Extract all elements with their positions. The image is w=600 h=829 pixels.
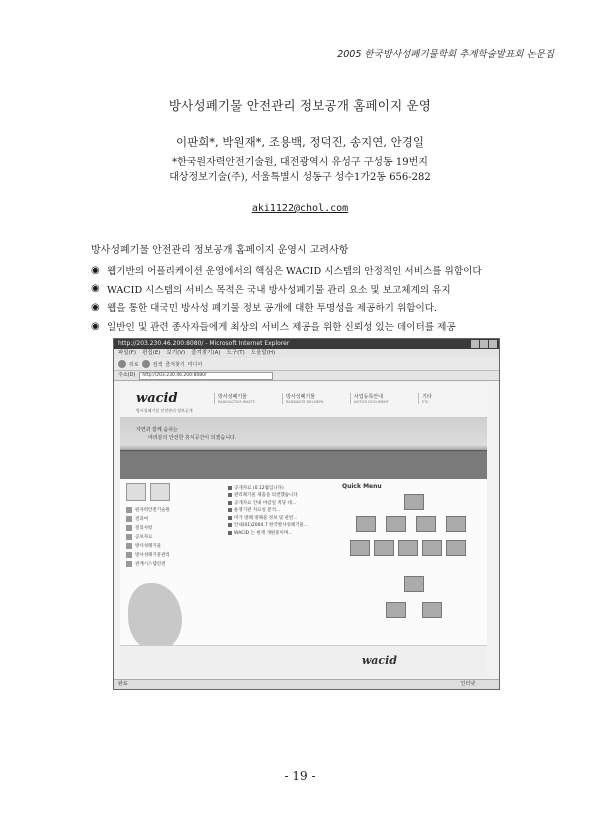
quick-icon[interactable] [126,483,146,501]
left-menu-item[interactable]: 방사성폐기물 [126,543,190,549]
left-menu-item[interactable]: 관계시스템연결 [126,561,190,567]
bullet-icon: ◉ [91,301,100,313]
notice-item[interactable]: 미가 방폐 방폐물 정보 및 관련... [228,515,324,521]
nav-item[interactable]: 방사성폐기물 RADWASTE DELIVERY [282,393,350,404]
notice-item[interactable]: 공개자료 (0.12월입니다) [228,485,324,491]
website-screenshot-figure [113,338,500,690]
banner-landscape [120,450,487,479]
notice-list [228,483,324,537]
menu-favorites[interactable]: 즐겨찾기(A) [191,350,221,356]
notice-item[interactable]: 관리폐기물 제출을 의결했습니다 [228,492,324,498]
nav-item[interactable]: 사업등록안내 NOTICE DOCUMENT [350,393,418,404]
status-text: 완료 [118,681,128,687]
browser-status-bar [114,679,499,689]
notice-item[interactable]: 공개자료 안내 마감일 적당 대... [228,500,324,506]
address-bar [114,371,499,381]
banner-slogan-2: 여러분의 안전한 휴식공간이 되겠습니다. [148,435,237,441]
banner-slogan: 자연과 함께 숨쉬는 [136,427,178,433]
site-banner [120,418,487,478]
webpage-content [120,383,487,675]
minimize-icon[interactable] [471,340,479,348]
bullet-icon: ◉ [91,283,100,295]
browser-menu-bar [114,349,499,358]
menu-help[interactable]: 도움말(H) [250,350,276,356]
left-menu-item[interactable]: 방사성폐기물관리 [126,552,190,558]
site-logo[interactable]: wacid [136,391,178,406]
diagram-node[interactable] [374,540,394,556]
bullet-item: ◉ 일반인 및 관련 종사자들에게 최상의 서비스 제공을 위한 신뢰성 있는 데이터를 제공 [91,320,456,334]
intro-text: 방사성폐기물 안전관리 정보공개 홈페이지 운영시 고려사항 [91,245,349,256]
site-logo-subtitle: 방사성폐기물 안전관리 정보공개 [136,408,193,413]
search-button[interactable]: 검색 [152,361,163,368]
bullet-item: ◉ 웹기반의 어플리케이션 운영에서의 핵심은 WACID 시스템의 안정적인 서비스를 위함이다 [91,264,482,278]
nav-item[interactable]: 방사성폐기물 RADIOACTIVE WASTE [214,393,282,404]
diagram-node[interactable] [446,516,466,532]
bullet-item: ◉ 웹을 통한 대국민 방사성 폐기물 정보 공개에 대한 투명성을 제공하기 위함이다. [91,301,438,315]
nav-item[interactable]: 기타 ETC [418,393,486,404]
diagram-node[interactable] [404,576,424,592]
left-menu-item[interactable]: 공보자료 [126,534,190,540]
diagram-node[interactable] [386,602,406,618]
notice-item[interactable]: 운영기관 자료실 분석... [228,507,324,513]
left-menu-item[interactable]: 원자력안전기술원 [126,507,190,513]
proceedings-header: 2005 한국방사성폐기물학회 추계학술발표회 논문집 [337,49,554,60]
footer-logo: wacid [361,654,397,667]
site-nav [214,393,486,404]
quick-menu-diagram [342,494,482,644]
author-email[interactable]: aki1122@chol.com [251,203,349,214]
favorites-button[interactable]: 즐겨찾기 [165,361,185,368]
diagram-node[interactable] [356,516,376,532]
diagram-node[interactable] [422,602,442,618]
quick-icon[interactable] [150,483,170,501]
maximize-icon[interactable] [480,340,488,348]
site-footer [120,645,487,676]
bullet-icon: ◉ [91,264,100,276]
menu-file[interactable]: 파일(F) [118,350,137,356]
bullet-list [91,261,482,335]
paper-title: 방사성폐기물 안전관리 정보공개 홈페이지 운영 [168,98,432,113]
diagram-node[interactable] [398,540,418,556]
notice-item[interactable]: 안내(01)2004.7 한국방사성폐기물... [228,522,324,528]
affiliation-2: 대상정보기술(주), 서울특별시 성동구 성수1가2동 656-282 [169,172,431,183]
close-icon[interactable] [489,340,497,348]
browser-title-bar [114,339,499,349]
page-number: - 19 - [284,769,316,783]
diagram-node[interactable] [404,494,424,510]
menu-tools[interactable]: 도구(T) [226,350,245,356]
notice-item[interactable]: WACID 는 현재 개편중이며... [228,530,324,536]
back-button[interactable]: 뒤로 [129,361,139,368]
site-header [120,383,487,418]
address-input[interactable]: http://203.230.46.200:8080/ [139,372,273,380]
media-button[interactable]: 미디어 [187,361,203,368]
bullet-item: ◉ WACID 시스템의 서비스 목적은 국내 방사성폐기물 관리 요소 및 보고체계의 유지 [91,283,451,296]
quick-menu [342,483,482,644]
diagram-node[interactable] [446,540,466,556]
menu-edit[interactable]: 편집(E) [142,350,161,356]
forward-icon[interactable] [142,360,150,368]
browser-title: http://203.230.46.200:8080/ - Microsoft Internet Explorer [118,340,290,347]
address-label: 주소(D) [118,372,136,378]
bullet-icon: ◉ [91,320,100,332]
diagram-node[interactable] [350,540,370,556]
back-icon[interactable] [118,360,126,368]
left-menu-item[interactable]: 결과여 [126,516,190,522]
browser-toolbar [114,358,499,371]
quick-menu-title: Quick Menu [342,483,382,490]
status-zone: 인터넷 [460,681,475,687]
left-menu-item[interactable]: 질의사항 [126,525,190,531]
author-list: 이판희*, 박원재*, 조용백, 정덕진, 송지연, 안경일 [175,135,424,149]
diagram-node[interactable] [416,516,436,532]
diagram-node[interactable] [422,540,442,556]
affiliation-1: *한국원자력안전기술원, 대전광역시 유성구 구성동 19번지 [172,157,428,168]
menu-view[interactable]: 보기(V) [166,350,186,356]
diagram-node[interactable] [386,516,406,532]
